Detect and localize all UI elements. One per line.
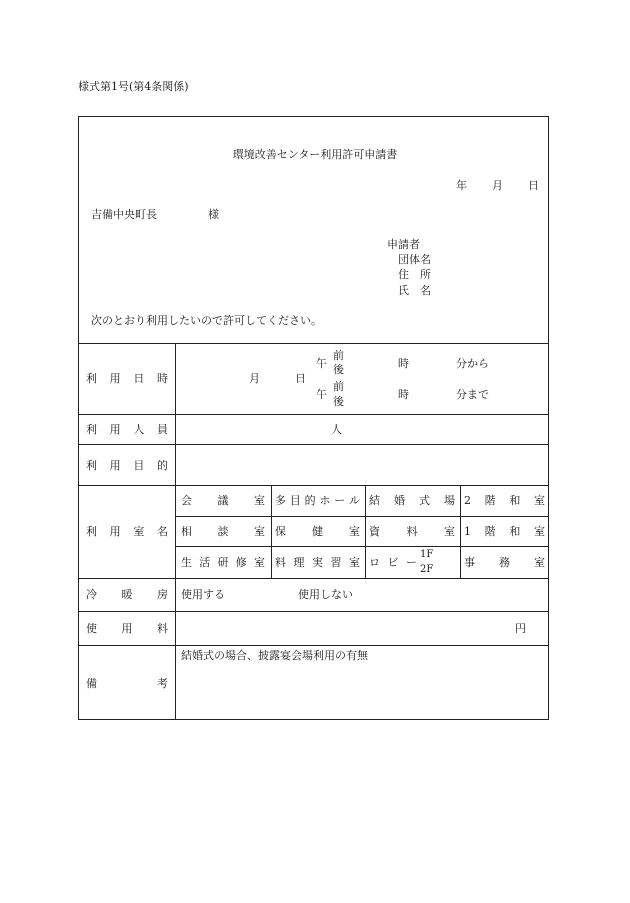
purpose-label: 利 用 目 的 xyxy=(86,459,168,472)
lobby-floor-2f[interactable]: 2F xyxy=(420,564,434,575)
rooms-label: 利 用 室 名 xyxy=(86,525,168,538)
persons-label: 利 用 人 員 xyxy=(86,423,168,436)
room-conference[interactable]: 会 議 室 xyxy=(181,494,265,507)
persons-unit[interactable]: 人 xyxy=(331,423,342,436)
date-year[interactable]: 年 xyxy=(456,179,467,192)
start-pm-option[interactable]: 後 xyxy=(333,363,344,376)
start-noon-kanji: 午 xyxy=(316,357,327,370)
form-title: 環境改善センター利用許可申請書 xyxy=(232,148,398,161)
start-am-option[interactable]: 前 xyxy=(333,349,344,362)
fee-unit[interactable]: 円 xyxy=(515,622,526,635)
room-health[interactable]: 保 健 室 xyxy=(275,525,360,538)
applicant-address-label[interactable]: 住 所 xyxy=(398,268,431,281)
room-training[interactable]: 生 活 研 修 室 xyxy=(181,556,265,569)
applicant-name-label[interactable]: 氏 名 xyxy=(398,284,431,297)
room-archive[interactable]: 資 料 室 xyxy=(369,525,455,538)
hvac-no-use-option[interactable]: 使用しない xyxy=(298,588,353,601)
remarks-label: 備 考 xyxy=(86,677,168,690)
room-wedding-hall[interactable]: 結 婚 式 場 xyxy=(369,494,455,507)
purpose-field[interactable] xyxy=(176,445,548,484)
date-day[interactable]: 日 xyxy=(528,179,539,192)
hvac-label: 冷 暖 房 xyxy=(86,588,168,601)
addressee-honorific: 様 xyxy=(208,208,219,221)
room-lobby[interactable]: ロ ビ ー xyxy=(369,556,417,569)
remarks-note: 結婚式の場合、披露宴会場利用の有無 xyxy=(181,649,368,662)
end-pm-option[interactable]: 後 xyxy=(333,395,344,408)
room-multipurpose-hall[interactable]: 多 目 的 ホ ー ル xyxy=(275,494,360,507)
start-hour[interactable]: 時 xyxy=(398,357,409,370)
end-am-option[interactable]: 前 xyxy=(333,380,344,393)
use-month[interactable]: 月 xyxy=(249,372,260,385)
end-noon-kanji: 午 xyxy=(316,388,327,401)
hvac-use-option[interactable]: 使用する xyxy=(181,588,225,601)
room-1f-japanese[interactable]: 1 階 和 室 xyxy=(464,525,545,538)
date-time-label: 利 用 日 時 xyxy=(86,372,168,385)
fee-label: 使 用 料 xyxy=(86,622,168,635)
end-minute-to[interactable]: 分まで xyxy=(456,388,489,401)
room-2f-japanese[interactable]: 2 階 和 室 xyxy=(464,494,545,507)
addressee-name: 吉備中央町長 xyxy=(91,208,157,221)
room-consultation[interactable]: 相 談 室 xyxy=(181,525,265,538)
end-hour[interactable]: 時 xyxy=(398,388,409,401)
lobby-floor-1f[interactable]: 1F xyxy=(420,549,434,560)
date-month[interactable]: 月 xyxy=(492,179,503,192)
request-text: 次のとおり利用したいので許可してください。 xyxy=(91,314,322,327)
applicant-heading: 申請者 xyxy=(387,238,420,251)
start-minute-from[interactable]: 分から xyxy=(456,357,489,370)
room-office[interactable]: 事 務 室 xyxy=(464,556,545,569)
remarks-field[interactable] xyxy=(176,668,548,719)
use-day[interactable]: 日 xyxy=(295,372,306,385)
room-cooking[interactable]: 料 理 実 習 室 xyxy=(275,556,360,569)
applicant-org-label[interactable]: 団体名 xyxy=(398,253,431,266)
form-number-label: 様式第1号(第4条関係) xyxy=(78,80,189,93)
